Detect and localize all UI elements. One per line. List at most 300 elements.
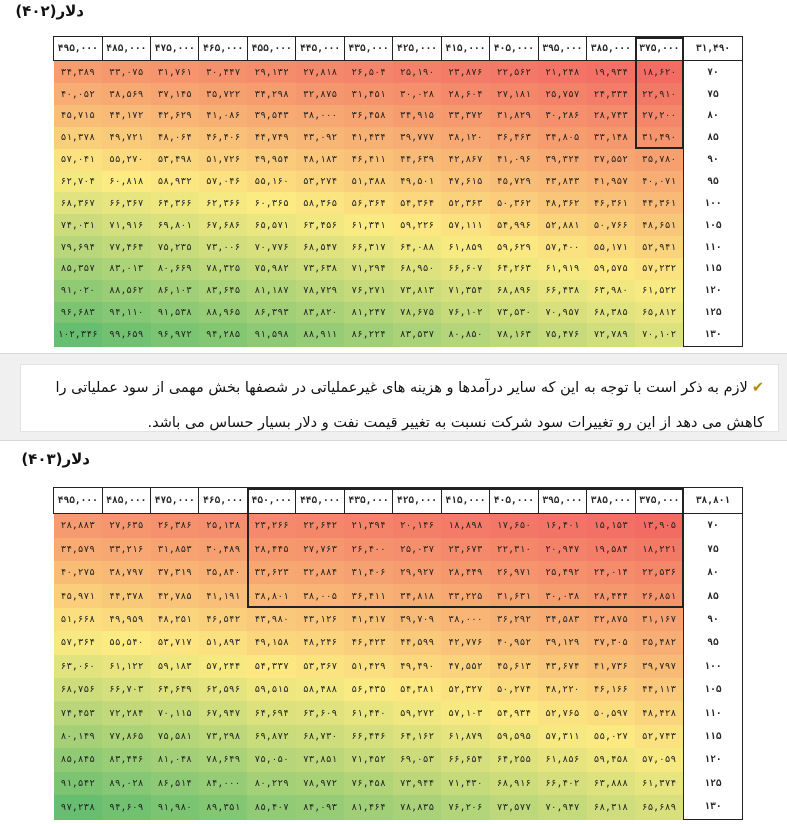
value-cell: ۶۵,۸۱۲	[635, 302, 683, 324]
value-cell: ۳۶,۴۶۳	[490, 127, 538, 149]
value-cell: ۳۹,۳۲۴	[538, 149, 586, 171]
value-cell: ۴۳,۶۷۴	[538, 655, 586, 678]
value-cell: ۱۵,۱۵۳	[587, 513, 635, 537]
row-header: ۱۳۰	[684, 795, 743, 820]
value-cell: ۲۳,۲۶۶	[247, 513, 295, 537]
value-cell: ۳۴,۵۸۳	[538, 608, 586, 631]
value-cell: ۶۱,۵۲۲	[635, 280, 683, 302]
value-cell: ۲۱,۳۹۴	[344, 513, 392, 537]
value-cell: ۷۰,۱۰۲	[635, 323, 683, 346]
note-text	[35, 371, 764, 441]
row-header: ۱۲۵	[684, 772, 743, 795]
value-cell: ۴۳,۰۹۲	[296, 127, 344, 149]
value-cell: ۱۹,۵۸۴	[587, 538, 635, 561]
value-cell: ۸۹,۰۲۸	[102, 772, 150, 795]
value-cell: ۴۱,۰۹۶	[490, 149, 538, 171]
value-cell: ۳۴,۳۸۹	[54, 60, 103, 83]
value-cell: ۴۵,۷۲۹	[490, 171, 538, 193]
value-cell: ۲۸,۶۰۴	[441, 83, 489, 105]
row-header: ۱۰۵	[684, 214, 743, 236]
column-header: ۳۸۵,۰۰۰	[587, 37, 635, 61]
value-cell: ۶۱,۳۷۴	[635, 772, 683, 795]
value-cell: ۴۶,۳۶۱	[587, 192, 635, 214]
value-cell: ۶۶,۴۴۶	[344, 725, 392, 748]
row-header: ۱۰۰	[684, 655, 743, 678]
value-cell: ۲۸,۴۴۴	[587, 584, 635, 607]
value-cell: ۶۵,۶۸۹	[635, 795, 683, 820]
value-cell: ۸۱,۲۴۷	[344, 302, 392, 324]
value-cell: ۴۵,۶۱۳	[490, 655, 538, 678]
value-cell: ۳۰,۲۸۶	[538, 105, 586, 127]
value-cell: ۸۸,۹۶۵	[199, 302, 247, 324]
value-cell: ۳۹,۷۰۹	[393, 608, 441, 631]
value-cell: ۴۸,۲۲۰	[538, 678, 586, 701]
value-cell: ۶۸,۳۸۵	[587, 302, 635, 324]
value-cell: ۸۸,۵۶۲	[102, 280, 150, 302]
value-cell: ۲۰,۹۴۷	[538, 538, 586, 561]
column-header: ۴۶۵,۰۰۰	[199, 488, 247, 514]
value-cell: ۲۵,۱۳۸	[199, 513, 247, 537]
value-cell: ۳۸,۵۶۹	[102, 83, 150, 105]
value-cell: ۶۴,۳۶۶	[151, 192, 199, 214]
value-cell: ۴۴,۶۳۹	[393, 149, 441, 171]
value-cell: ۴۱,۹۵۷	[587, 171, 635, 193]
value-cell: ۲۶,۴۰۰	[344, 538, 392, 561]
value-cell: ۴۶,۵۴۲	[199, 608, 247, 631]
value-cell: ۶۶,۴۳۸	[538, 280, 586, 302]
value-cell: ۶۴,۶۴۹	[151, 678, 199, 701]
value-cell: ۳۴,۵۷۹	[54, 538, 103, 561]
column-header: ۴۵۵,۰۰۰	[247, 37, 295, 61]
table-row	[54, 280, 743, 302]
table-row	[54, 83, 743, 105]
value-cell: ۲۲,۹۱۰	[635, 83, 683, 105]
value-cell: ۵۵,۰۲۷	[587, 725, 635, 748]
value-cell: ۸۳,۵۳۷	[393, 323, 441, 346]
value-cell: ۷۵,۰۵۰	[247, 748, 295, 771]
row-header: ۱۰۰	[684, 192, 743, 214]
value-cell: ۳۵,۷۸۰	[635, 149, 683, 171]
table1-title: دلار(۴۰۲)	[15, 2, 84, 20]
value-cell: ۵۹,۶۲۹	[490, 236, 538, 258]
row-header: ۹۵	[684, 171, 743, 193]
value-cell: ۷۸,۷۲۹	[296, 280, 344, 302]
table-row	[54, 795, 743, 820]
value-cell: ۷۱,۹۱۶	[102, 214, 150, 236]
value-cell: ۴۱,۴۳۴	[344, 127, 392, 149]
value-cell: ۷۴,۰۳۱	[54, 214, 103, 236]
column-header: ۴۵۰,۰۰۰	[247, 488, 295, 514]
table-row	[54, 608, 743, 631]
value-cell: ۷۱,۴۵۲	[344, 748, 392, 771]
value-cell: ۶۶,۳۶۷	[102, 192, 150, 214]
value-cell: ۷۰,۹۴۷	[538, 795, 586, 820]
value-cell: ۱۸,۸۹۸	[441, 513, 489, 537]
value-cell: ۴۸,۴۲۸	[635, 701, 683, 724]
value-cell: ۷۳,۵۳۰	[490, 302, 538, 324]
value-cell: ۳۱,۱۶۷	[635, 608, 683, 631]
value-cell: ۶۳,۶۰۹	[296, 701, 344, 724]
value-cell: ۲۸,۴۴۹	[441, 561, 489, 584]
table-row	[54, 655, 743, 678]
value-cell: ۶۹,۰۵۳	[393, 748, 441, 771]
value-cell: ۴۸,۰۶۴	[151, 127, 199, 149]
value-cell: ۵۳,۴۹۸	[151, 149, 199, 171]
value-cell: ۹۴,۱۱۰	[102, 302, 150, 324]
value-cell: ۷۸,۹۷۲	[296, 772, 344, 795]
table-row	[54, 725, 743, 748]
value-cell: ۷۳,۶۳۸	[296, 258, 344, 280]
value-cell: ۶۱,۸۵۹	[441, 236, 489, 258]
table-row	[54, 701, 743, 724]
value-cell: ۹۴,۲۸۵	[199, 323, 247, 346]
value-cell: ۴۷,۶۱۵	[441, 171, 489, 193]
value-cell: ۳۲,۸۷۵	[587, 608, 635, 631]
value-cell: ۳۳,۶۲۳	[247, 561, 295, 584]
value-cell: ۵۱,۸۹۳	[199, 631, 247, 654]
value-cell: ۶۱,۹۱۹	[538, 258, 586, 280]
value-cell: ۴۳,۱۲۶	[296, 608, 344, 631]
value-cell: ۲۴,۰۱۴	[587, 561, 635, 584]
value-cell: ۴۹,۹۵۹	[102, 608, 150, 631]
value-cell: ۳۰,۰۳۸	[538, 584, 586, 607]
value-cell: ۶۴,۲۶۳	[490, 258, 538, 280]
value-cell: ۴۳,۸۴۳	[538, 171, 586, 193]
value-cell: ۹۱,۹۸۰	[151, 795, 199, 820]
value-cell: ۴۲,۷۸۵	[151, 584, 199, 607]
value-cell: ۱۹,۹۳۴	[587, 60, 635, 83]
value-cell: ۵۹,۵۹۵	[490, 725, 538, 748]
value-cell: ۳۸,۱۲۰	[441, 127, 489, 149]
row-header: ۸۰	[684, 561, 743, 584]
value-cell: ۲۵,۴۹۲	[538, 561, 586, 584]
column-header: ۳۷۵,۰۰۰	[635, 37, 683, 61]
value-cell: ۴۱,۷۳۶	[587, 655, 635, 678]
table-row	[54, 60, 743, 83]
value-cell: ۳۱,۸۵۳	[151, 538, 199, 561]
value-cell: ۲۸,۷۴۳	[587, 105, 635, 127]
table-row	[54, 302, 743, 324]
value-cell: ۶۲,۷۰۴	[54, 171, 103, 193]
table-row	[54, 171, 743, 193]
value-cell: ۶۴,۲۵۵	[490, 748, 538, 771]
value-cell: ۵۵,۵۴۰	[102, 631, 150, 654]
value-cell: ۷۸,۱۶۳	[490, 323, 538, 346]
value-cell: ۶۹,۸۷۲	[247, 725, 295, 748]
value-cell: ۵۵,۲۷۰	[102, 149, 150, 171]
value-cell: ۹۱,۵۹۸	[247, 323, 295, 346]
value-cell: ۳۸,۰۰۰	[441, 608, 489, 631]
row-header: ۸۵	[684, 584, 743, 607]
value-cell: ۶۸,۹۱۶	[490, 772, 538, 795]
value-cell: ۴۶,۴۰۶	[199, 127, 247, 149]
value-cell: ۳۹,۷۹۷	[635, 655, 683, 678]
sensitivity-grid	[53, 487, 743, 820]
table-row	[54, 678, 743, 701]
row-header: ۱۲۰	[684, 748, 743, 771]
value-cell: ۸۸,۹۱۱	[296, 323, 344, 346]
value-cell: ۸۰,۶۶۹	[151, 258, 199, 280]
value-cell: ۷۷,۴۶۴	[102, 236, 150, 258]
value-cell: ۶۰,۸۱۸	[102, 171, 150, 193]
table-row	[54, 631, 743, 654]
column-header: ۳۹۵,۰۰۰	[538, 37, 586, 61]
value-cell: ۹۴,۶۰۹	[102, 795, 150, 820]
value-cell: ۷۳,۹۴۴	[393, 772, 441, 795]
value-cell: ۲۷,۱۸۱	[490, 83, 538, 105]
value-cell: ۳۴,۸۱۸	[393, 584, 441, 607]
value-cell: ۷۰,۱۱۵	[151, 701, 199, 724]
column-header: ۴۹۵,۰۰۰	[54, 488, 103, 514]
row-header: ۸۰	[684, 105, 743, 127]
table-row	[54, 127, 743, 149]
value-cell: ۲۵,۷۵۷	[538, 83, 586, 105]
value-cell: ۷۶,۱۰۲	[441, 302, 489, 324]
value-cell: ۷۰,۷۷۶	[247, 236, 295, 258]
value-cell: ۸۳,۸۲۰	[296, 302, 344, 324]
value-cell: ۶۸,۹۵۰	[393, 258, 441, 280]
value-cell: ۲۸,۸۸۳	[54, 513, 103, 537]
value-cell: ۵۴,۳۳۷	[247, 655, 295, 678]
table-row	[54, 538, 743, 561]
column-header: ۴۳۵,۰۰۰	[344, 488, 392, 514]
row-header: ۷۵	[684, 83, 743, 105]
value-cell: ۶۸,۳۱۸	[587, 795, 635, 820]
value-cell: ۴۹,۴۹۰	[393, 655, 441, 678]
value-cell: ۵۱,۴۲۹	[344, 655, 392, 678]
value-cell: ۳۹,۱۲۹	[538, 631, 586, 654]
column-header: ۳۸۵,۰۰۰	[587, 488, 635, 514]
value-cell: ۸۶,۳۹۳	[247, 302, 295, 324]
value-cell: ۵۲,۷۶۵	[538, 701, 586, 724]
value-cell: ۶۸,۵۴۷	[296, 236, 344, 258]
value-cell: ۸۶,۲۲۴	[344, 323, 392, 346]
value-cell: ۴۸,۲۵۱	[151, 608, 199, 631]
value-cell: ۵۸,۹۳۲	[151, 171, 199, 193]
value-cell: ۲۲,۵۳۶	[635, 561, 683, 584]
table-row	[54, 323, 743, 346]
value-cell: ۵۰,۷۶۶	[587, 214, 635, 236]
value-cell: ۵۱,۷۲۶	[199, 149, 247, 171]
value-cell: ۴۶,۴۲۳	[344, 631, 392, 654]
table2-title: دلار(۴۰۳)	[21, 450, 90, 468]
sensitivity-grid	[53, 36, 743, 347]
value-cell: ۲۶,۸۵۱	[635, 584, 683, 607]
row-header: ۸۵	[684, 127, 743, 149]
value-cell: ۴۰,۲۷۵	[54, 561, 103, 584]
value-cell: ۳۲,۸۷۵	[296, 83, 344, 105]
column-header: ۴۷۵,۰۰۰	[151, 488, 199, 514]
value-cell: ۳۱,۴۰۶	[344, 561, 392, 584]
value-cell: ۳۲,۸۸۴	[296, 561, 344, 584]
value-cell: ۲۳,۶۷۳	[441, 538, 489, 561]
value-cell: ۷۳,۰۰۶	[199, 236, 247, 258]
value-cell: ۵۹,۲۲۶	[393, 214, 441, 236]
value-cell: ۳۸,۸۰۱	[247, 584, 295, 607]
note-box	[0, 353, 787, 441]
value-cell: ۴۴,۳۷۸	[102, 584, 150, 607]
value-cell: ۷۴,۴۵۳	[54, 701, 103, 724]
value-cell: ۵۵,۱۷۱	[587, 236, 635, 258]
value-cell: ۳۸,۷۹۷	[102, 561, 150, 584]
value-cell: ۵۷,۱۱۱	[441, 214, 489, 236]
value-cell: ۸۰,۲۲۹	[247, 772, 295, 795]
value-cell: ۳۳,۲۲۵	[441, 584, 489, 607]
value-cell: ۳۸,۰۰۰	[296, 105, 344, 127]
value-cell: ۶۶,۶۵۴	[441, 748, 489, 771]
row-header: ۱۱۵	[684, 725, 743, 748]
value-cell: ۵۷,۰۴۱	[54, 149, 103, 171]
value-cell: ۶۱,۱۲۲	[102, 655, 150, 678]
value-cell: ۹۶,۶۸۳	[54, 302, 103, 324]
value-cell: ۳۸,۰۰۵	[296, 584, 344, 607]
table-row	[54, 192, 743, 214]
value-cell: ۵۳,۳۶۷	[296, 655, 344, 678]
column-header: ۴۶۵,۰۰۰	[199, 37, 247, 61]
value-cell: ۵۳,۲۷۴	[296, 171, 344, 193]
value-cell: ۴۱,۰۸۶	[199, 105, 247, 127]
value-cell: ۳۶,۴۱۱	[344, 584, 392, 607]
value-cell: ۶۸,۸۹۶	[490, 280, 538, 302]
table-row	[54, 149, 743, 171]
value-cell: ۶۶,۶۰۷	[441, 258, 489, 280]
value-cell: ۶۴,۰۸۸	[393, 236, 441, 258]
table-row	[54, 584, 743, 607]
value-cell: ۸۱,۰۴۸	[151, 748, 199, 771]
value-cell: ۸۶,۱۰۳	[151, 280, 199, 302]
value-cell: ۲۵,۰۳۷	[393, 538, 441, 561]
row-header: ۹۰	[684, 149, 743, 171]
table-row	[54, 214, 743, 236]
value-cell: ۷۸,۶۴۹	[199, 748, 247, 771]
value-cell: ۷۳,۸۵۱	[296, 748, 344, 771]
value-cell: ۲۲,۶۴۲	[296, 513, 344, 537]
value-cell: ۳۷,۱۴۵	[151, 83, 199, 105]
column-header: ۴۴۵,۰۰۰	[296, 488, 344, 514]
value-cell: ۹۹,۶۵۹	[102, 323, 150, 346]
table-row	[54, 513, 743, 537]
header-row	[54, 488, 743, 514]
value-cell: ۳۹,۵۴۳	[247, 105, 295, 127]
value-cell: ۷۶,۴۵۸	[344, 772, 392, 795]
value-cell: ۲۶,۹۷۱	[490, 561, 538, 584]
value-cell: ۵۴,۳۸۱	[393, 678, 441, 701]
column-header: ۴۲۵,۰۰۰	[393, 37, 441, 61]
value-cell: ۱۶,۴۰۱	[538, 513, 586, 537]
value-cell: ۵۲,۹۴۱	[635, 236, 683, 258]
value-cell: ۶۱,۸۷۹	[441, 725, 489, 748]
sensitivity-table-403	[53, 487, 743, 820]
value-cell: ۴۹,۷۲۱	[102, 127, 150, 149]
value-cell: ۶۵,۵۷۱	[247, 214, 295, 236]
value-cell: ۹۷,۲۳۸	[54, 795, 103, 820]
value-cell: ۸۵,۳۵۷	[54, 258, 103, 280]
value-cell: ۵۰,۲۷۴	[490, 678, 538, 701]
column-header: ۴۲۵,۰۰۰	[393, 488, 441, 514]
note-body: لازم به ذکر است با توجه به این که سایر درآمدها و هزینه های غیرعملیاتی در شصفها بخش مهمی از سود عملیاتی را کاهش می دهد از این رو تغییرات سود شرکت نسبت به تغییر قیمت نفت و دلار بسیار حساس می باشد.	[55, 380, 764, 431]
value-cell: ۸۳,۴۴۶	[102, 748, 150, 771]
value-cell: ۳۴,۹۱۵	[393, 105, 441, 127]
note-inner	[20, 364, 779, 432]
value-cell: ۲۹,۹۲۷	[393, 561, 441, 584]
value-cell: ۲۷,۲۰۰	[635, 105, 683, 127]
value-cell: ۳۴,۲۹۸	[247, 83, 295, 105]
value-cell: ۴۴,۵۹۹	[393, 631, 441, 654]
value-cell: ۳۰,۴۴۷	[199, 60, 247, 83]
base-value-cell: ۳۱,۴۹۰	[684, 37, 743, 61]
value-cell: ۵۹,۵۷۵	[587, 258, 635, 280]
value-cell: ۴۴,۱۷۲	[102, 105, 150, 127]
row-header: ۱۲۵	[684, 302, 743, 324]
value-cell: ۵۴,۹۳۴	[490, 701, 538, 724]
value-cell: ۷۵,۴۷۶	[538, 323, 586, 346]
value-cell: ۱۸,۶۲۰	[635, 60, 683, 83]
value-cell: ۳۶,۴۵۸	[344, 105, 392, 127]
value-cell: ۶۴,۶۹۴	[247, 701, 295, 724]
value-cell: ۲۲,۵۶۲	[490, 60, 538, 83]
value-cell: ۵۱,۶۶۸	[54, 608, 103, 631]
value-cell: ۵۹,۴۵۸	[587, 748, 635, 771]
value-cell: ۶۶,۳۱۷	[344, 236, 392, 258]
value-cell: ۴۴,۱۱۳	[635, 678, 683, 701]
value-cell: ۴۰,۰۷۱	[635, 171, 683, 193]
value-cell: ۵۶,۴۳۵	[344, 678, 392, 701]
value-cell: ۶۳,۹۸۰	[587, 280, 635, 302]
value-cell: ۵۷,۰۴۶	[199, 171, 247, 193]
row-header: ۱۲۰	[684, 280, 743, 302]
value-cell: ۱۰۲,۳۴۶	[54, 323, 103, 346]
value-cell: ۵۷,۳۶۴	[54, 631, 103, 654]
column-header: ۴۸۵,۰۰۰	[102, 37, 150, 61]
value-cell: ۵۱,۳۸۸	[344, 171, 392, 193]
value-cell: ۹۶,۹۷۲	[151, 323, 199, 346]
value-cell: ۸۳,۰۱۳	[102, 258, 150, 280]
column-header: ۴۹۵,۰۰۰	[54, 37, 103, 61]
value-cell: ۴۴,۳۶۱	[635, 192, 683, 214]
value-cell: ۳۳,۱۴۸	[587, 127, 635, 149]
value-cell: ۳۴,۸۰۵	[538, 127, 586, 149]
value-cell: ۴۱,۴۱۷	[344, 608, 392, 631]
value-cell: ۶۳,۰۶۰	[54, 655, 103, 678]
value-cell: ۴۲,۶۲۹	[151, 105, 199, 127]
value-cell: ۷۰,۹۵۷	[538, 302, 586, 324]
value-cell: ۶۸,۷۳۰	[296, 725, 344, 748]
row-header: ۱۱۵	[684, 258, 743, 280]
value-cell: ۷۷,۸۶۵	[102, 725, 150, 748]
value-cell: ۵۲,۸۸۱	[538, 214, 586, 236]
value-cell: ۲۰,۱۴۶	[393, 513, 441, 537]
column-header: ۴۸۵,۰۰۰	[102, 488, 150, 514]
value-cell: ۷۸,۶۷۵	[393, 302, 441, 324]
value-cell: ۵۰,۵۹۷	[587, 701, 635, 724]
value-cell: ۲۶,۵۰۴	[344, 60, 392, 83]
value-cell: ۲۱,۲۴۸	[538, 60, 586, 83]
value-cell: ۴۶,۱۶۶	[587, 678, 635, 701]
value-cell: ۷۶,۲۷۱	[344, 280, 392, 302]
value-cell: ۳۰,۰۲۸	[393, 83, 441, 105]
row-header: ۹۵	[684, 631, 743, 654]
value-cell: ۸۹,۳۵۱	[199, 795, 247, 820]
column-header: ۴۱۵,۰۰۰	[441, 37, 489, 61]
value-cell: ۲۵,۱۹۰	[393, 60, 441, 83]
value-cell: ۶۶,۷۰۳	[102, 678, 150, 701]
value-cell: ۴۰,۹۵۲	[490, 631, 538, 654]
value-cell: ۷۵,۲۳۵	[151, 236, 199, 258]
value-cell: ۸۰,۱۴۹	[54, 725, 103, 748]
value-cell: ۴۴,۷۴۹	[247, 127, 295, 149]
value-cell: ۶۲,۵۹۶	[199, 678, 247, 701]
row-header: ۱۱۰	[684, 236, 743, 258]
